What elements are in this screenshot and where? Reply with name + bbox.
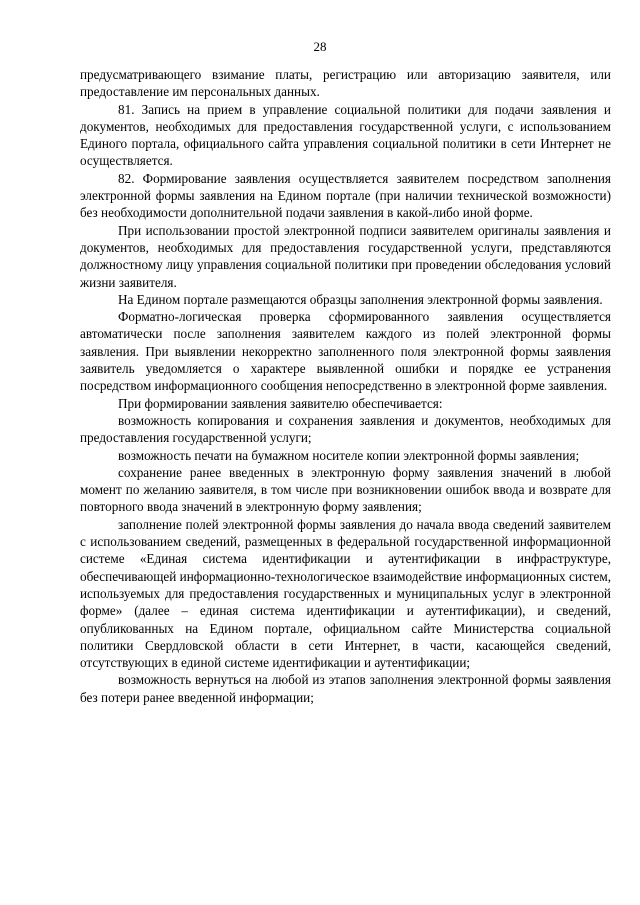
page-number: 28 [313,39,327,54]
list-item-return-step: возможность вернуться на любой из этапов заполнения электронной формы заявления без потери ранее введенной информации; [80,672,611,705]
list-item-print: возможность печати на бумажном носителе копии электронной формы заявления; [118,447,580,463]
paragraph-provisions-intro: При формировании заявления заявителю обеспечивается: [118,395,443,411]
document-body [80,66,611,706]
list-item-save-values: сохранение ранее введенных в электронную форму заявления значений в любой момент по желанию заявителя, в том числе при возникновении ошибок ввода и возврате для повторного ввода значений в электронную форму заявления; [80,464,611,515]
list-item-prefill: заполнение полей электронной формы заявления до начала ввода сведений заявителем с использованием сведений, размещенных в федеральной государственной информационной системе «Единая система идентификации и аутентификации в инфраструктуре, обеспечивающей информационно-технологическое взаимодействие информационных систем, используемых для предоставления государственных и муниципальных услуг в электронной форме» (далее – единая система идентификации и аутентификации), и сведений, опубликованных на Едином портале, официальном сайте Министерства социальной политики Свердловской области в сети Интернет, в части, касающейся сведений, отсутствующих в единой системе идентификации и аутентификации; [80,516,611,671]
paragraph-82: 82. Формирование заявления осуществляется заявителем посредством заполнения электронной формы заявления на Едином портале (при наличии технической возможности) без необходимости дополнительной подачи заявления в какой-либо иной форме. [80,170,611,221]
paragraph-format-check: Форматно-логическая проверка сформированного заявления осуществляется автоматически после заполнения заявителем каждого из полей электронной формы заявления. При выявлении некорректно заполненного поля электронной формы заявления заявитель уведомляется о характере выявленной ошибки и порядке ее устранения посредством информационного сообщения непосредственно в электронной форме заявления. [80,309,611,394]
list-item-copy-save: возможность копирования и сохранения заявления и документов, необходимых для предоставления государственной услуги; [80,412,611,446]
paragraph-form-samples: На Едином портале размещаются образцы заполнения электронной формы заявления. [118,291,603,307]
paragraph-81: 81. Запись на прием в управление социальной политики для подачи заявления и документов, необходимых для предоставления государственной услуги, с использованием Единого портала, официального сайта управления социальной политики в сети Интернет не осуществляется. [80,101,611,169]
paragraph-signature-originals: При использовании простой электронной подписи заявителем оригиналы заявления и документов, необходимых для предоставления государственной услуги, представляются должностному лицу управления социальной политики при проведении обследования условий жизни заявителя. [80,222,611,290]
paragraph-continuation: предусматривающего взимание платы, регистрацию или авторизацию заявителя, или предоставление им персональных данных. [80,67,611,100]
